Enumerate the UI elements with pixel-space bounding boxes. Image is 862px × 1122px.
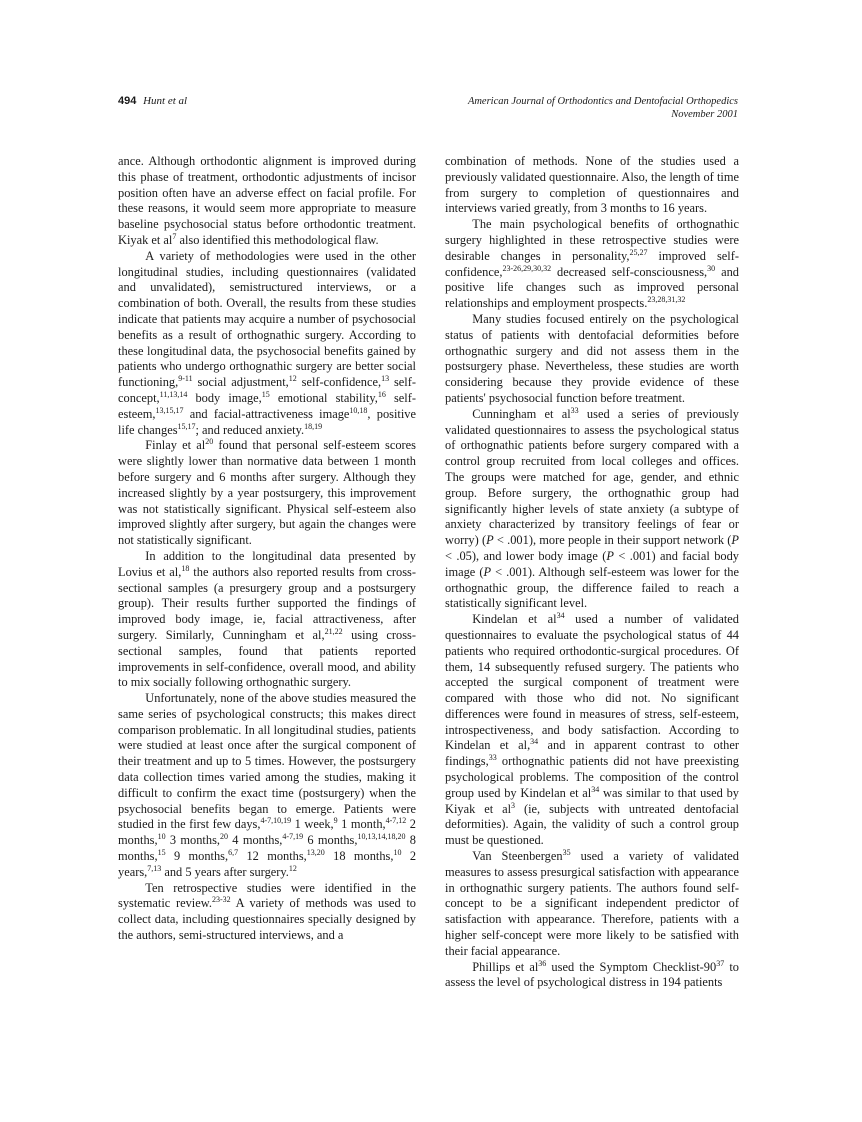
citation-superscript: 23,28,31,32: [647, 295, 686, 305]
citation-superscript: 18,19: [304, 421, 323, 431]
citation-superscript: 10: [157, 832, 166, 842]
citation-superscript: 10,18: [349, 405, 368, 415]
body-paragraph: Ten retrospective studies were identified in the systematic review.$^{23-32}$ A variety of methods was used to collect data, including questionnaires specially designed by the authors, semi-structured interviews, and a: [118, 880, 417, 943]
citation-superscript: 13,20: [306, 848, 325, 858]
citation-superscript: 33: [570, 405, 579, 415]
citation-superscript: 23-26,29,30,32: [502, 263, 552, 273]
citation-superscript: 10: [393, 848, 402, 858]
citation-superscript: 35: [562, 848, 571, 858]
citation-superscript: 11,13,14: [159, 389, 188, 399]
citation-superscript: 10,13,14,18,20: [357, 832, 406, 842]
header-right: [468, 95, 738, 121]
citation-superscript: 7,13: [147, 863, 162, 873]
body-paragraph: combination of methods. None of the studies used a previously validated questionnaire. Also, the length of time from surgery to completion of questionnaires and interviews varied greatly, from 3 months to 16 years.: [445, 154, 739, 216]
citation-superscript: 21,22: [324, 626, 343, 636]
page-number: 494: [118, 95, 137, 107]
citation-superscript: 15: [157, 848, 166, 858]
body-paragraph: Phillips et $al^{36}$ used the Symptom Checklist-$90^{37}$ to assess the level of psychological distress in 194 patients: [445, 958, 739, 990]
citation-superscript: 15,17: [177, 421, 196, 431]
left-column: [118, 154, 416, 944]
journal-title: American Journal of Orthodontics and Dentofacial Orthopedics: [467, 96, 738, 107]
citation-superscript: 15: [261, 389, 270, 399]
citation-superscript: 30: [707, 263, 716, 273]
body-paragraph: Finlay et $al^{20}$ found that personal self-esteem scores were slightly lower than normative data between 1 month before surgery and 6 months after surgery. Although they increased slightly by a year postsurgery, this improvement was not statistically significant. Physical self-esteem also improved slightly after surgery, but again the changes were not statistically significant.: [118, 437, 416, 548]
citation-superscript: 13,15,17: [155, 405, 184, 415]
citation-superscript: 3: [511, 800, 516, 810]
body-paragraph: Unfortunately, none of the above studies measured the same series of psychological constructs; this makes direct comparison problematic. In all longitudinal studies, patients were studied at least once after the surgical component of their treatment and up to 5 times. However, the postsurgery data collection times varied among the studies, making it difficult to confirm the exact time (postsurgery) when the psychosocial benefits began to emerge. Patients were studied in the first few days,$^{4-7,10,19}$ 1 week,$^9$ 1 month,$^{4-7,12}$ 2 months,$^{10}$ 3 months,$^{20}$ 4 months,$^{4-7,19}$ 6 months,$^{10,13,14,18,20}$ 8 months,$^{15}$ 9 months,$^{6,7}$ 12 months,$^{13,20}$ 18 months,$^{10}$ 2 years,$^{7,13}$ and 5 years after surgery.$^{12}$: [118, 691, 417, 879]
citation-superscript: 6,7: [228, 848, 239, 858]
citation-superscript: 12: [288, 374, 297, 384]
citation-superscript: 4-7,10,19: [260, 816, 292, 826]
issue-date: November 2001: [671, 109, 738, 120]
citation-superscript: 4-7,19: [282, 832, 304, 842]
body-paragraph: ance. Although orthodontic alignment is improved during this phase of treatment, orthodontic adjustments of incisor position often have an adverse effect on facial profile. For these reasons, it would seem more appropriate to measure baseline psychosocial status before orthodontic treatment. Kiyak et $al^7$ also identified this methodological flaw.: [118, 154, 416, 247]
citation-superscript: 7: [172, 231, 177, 241]
citation-superscript: 34: [591, 784, 600, 794]
header-left: [118, 95, 187, 107]
citation-superscript: 34: [530, 737, 539, 747]
running-header: [118, 95, 738, 125]
citation-superscript: 9-11: [178, 374, 193, 384]
citation-superscript: 25,27: [629, 247, 648, 257]
body-paragraph: Many studies focused entirely on the psychological status of patients with dentofacial deformities before orthognathic surgery and did not assess them in the postsurgery phase. Nevertheless, these studies are worth considering because they provide evidence of these patients' psychosocial function before treatment.: [445, 311, 739, 405]
body-paragraph: In addition to the longitudinal data presented by Lovius et al,$^{18}$ the authors also reported results from cross-sectional samples (a presurgery group and a postsurgery group). Their results further supported the findings of improved body image, ie, facial attractiveness, after surgery. Similarly, Cunningham et al,$^{21,22}$ using cross-sectional samples, found that patients reported improvements in self-confidence, overall mood, and ability to mix socially following orthognathic surgery.: [118, 548, 417, 690]
citation-superscript: 20: [205, 437, 214, 447]
citation-superscript: 18: [181, 563, 190, 573]
body-paragraph: Cunningham et $al^{33}$ used a series of previously validated questionnaires to assess the psychological status of orthognathic patients before surgery compared with a control group recruited from local colleges and offices. The groups were matched for age, gender, and ethnic group. Before surgery, the orthognathic group had significantly higher levels of state anxiety (a subtype of anxiety characterized by transitory feelings of fear or worry) (P < .001), more people in their support network (P < .05), and lower body image (P < .001) and facial body image (P < .001). Although self-esteem was lower for the orthognathic group, the difference failed to reach a statistically significant level.: [445, 405, 740, 611]
citation-superscript: 23-32: [211, 895, 231, 905]
right-column: [445, 154, 739, 991]
body-paragraph: Van Steenbergen$^{35}$ used a variety of validated measures to assess presurgical satisfaction with appearance in orthognathic surgery patients. The authors found self-concept to be a significant independent predictor of satisfaction with appearance. Therefore, patients with a higher self-concept were more likely to be satisfied with their facial appearance.: [445, 848, 739, 958]
citation-superscript: 16: [377, 389, 386, 399]
citation-superscript: 34: [556, 611, 565, 621]
citation-superscript: 12: [288, 863, 297, 873]
body-paragraph: The main psychological benefits of orthognathic surgery highlighted in these retrospective studies were desirable changes in personality,$^{25,27}$ improved self-confidence,$^{23-26,29,30,32}$ decreased self-consciousness,$^{30}$ and positive life changes such as improved personal relationships and employment prospects.$^{23,28,31,32}$: [445, 217, 739, 311]
citation-superscript: 33: [488, 753, 497, 763]
citation-superscript: 9: [333, 816, 338, 826]
citation-superscript: 13: [381, 374, 390, 384]
citation-superscript: 36: [538, 958, 547, 968]
body-paragraph: Kindelan et $al^{34}$ used a number of validated questionnaires to evaluate the psychological status of 44 patients who required orthodontic-surgical procedures. Of them, 14 subsequently refused surgery. The patients who accepted the surgical component of treatment were compared with those who did not. No significant differences were found in measures of stress, self-esteem, introspectiveness, and body satisfaction. According to Kindelan et al,$^{34}$ and in apparent contrast to other findings,$^{33}$ orthognathic patients did not have preexisting psychological problems. The composition of the control group used by Kindelan et $al^{34}$ was similar to that used by Kiyak et $al^3$ (ie, subjects with untreated dentofacial deformities). Again, the validity of such a control group must be questioned.: [445, 611, 739, 848]
citation-superscript: 20: [220, 832, 228, 842]
body-paragraph: A variety of methodologies were used in the other longitudinal studies, including questionnaires (validated and unvalidated), semistructured interviews, or a combination of both. Overall, the results from these studies indicate that patients may acquire a number of psychosocial benefits as a result of orthognathic surgery. According to these longitudinal data, the psychosocial benefits gained by patients who undergo orthognathic surgery are better social functioning,$^{9-11}$ social adjustment,$^{12}$ self-confidence,$^{13}$ self-concept,$^{11,13,14}$ body image,$^{15}$ emotional stability,$^{16}$ self-esteem,$^{13,15,17}$ and facial-attractiveness image$^{10,18}$, positive life changes$^{15,17}$; and reduced anxiety.$^{18,19}$: [118, 248, 416, 437]
citation-superscript: 4-7,12: [385, 816, 407, 826]
citation-superscript: 37: [716, 958, 725, 968]
running-author: Hunt et al: [143, 95, 188, 107]
